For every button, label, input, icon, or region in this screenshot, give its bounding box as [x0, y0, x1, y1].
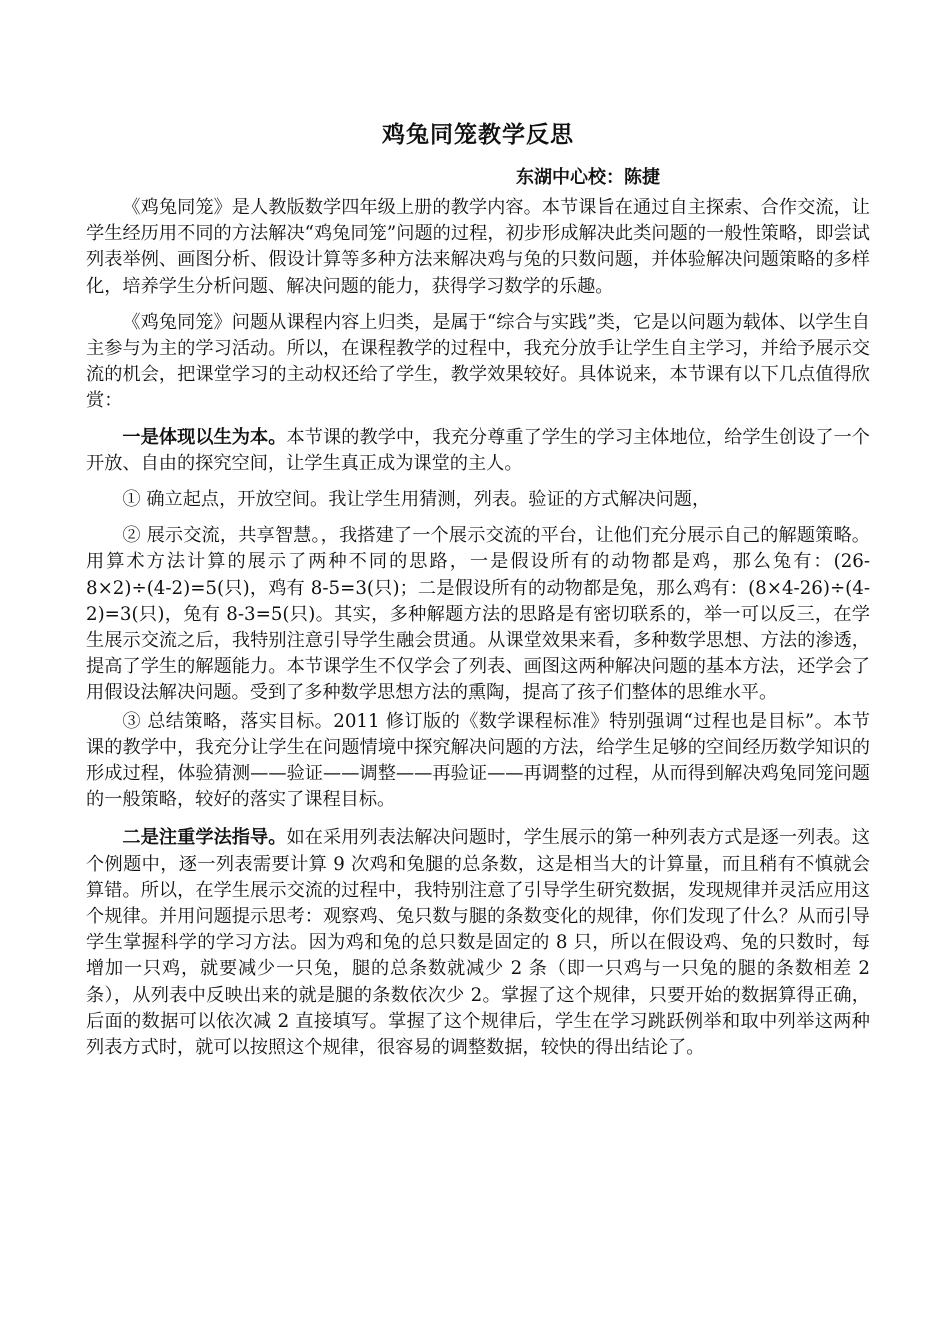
paragraph-point-one	[86, 425, 870, 477]
paragraph-text: ③ 总结策略，落实目标。2011 修订版的《数学课程标准》特别强调“过程也是目标”。本节课的教学中，我充分让学生在问题情境中探究解决问题的方法，给学生足够的空间经历数学知识的形成过程，体验猜测——验证——调整——再验证——再调整的过程，从而得到解决鸡兔同笼问题的一般策略，较好的落实了课程目标。	[86, 710, 870, 811]
paragraph-subpoint-2	[86, 523, 870, 706]
paragraph-lead: 二是注重学法指导。	[122, 827, 287, 849]
document-title: 鸡兔同笼教学反思	[382, 122, 574, 148]
paragraph-point-two	[86, 825, 870, 1061]
paragraph-text: 本节课的教学中，我充分尊重了学生的学习主体地位，给学生创设了一个开放、自由的探究空间，让学生真正成为课堂的主人。	[86, 426, 870, 474]
paragraph-subpoint-1	[86, 487, 870, 513]
paragraph-classification	[86, 310, 870, 415]
paragraph-text: ① 确立起点，开放空间。我让学生用猜测，列表。验证的方式解决问题，	[122, 489, 711, 511]
paragraph-subpoint-3	[86, 709, 870, 814]
paragraph-intro	[86, 195, 870, 300]
paragraph-text: 《鸡兔同笼》是人教版数学四年级上册的教学内容。本节课旨在通过自主探索、合作交流，让学生经历用不同的方法解决“鸡兔同笼”问题的过程，初步形成解决此类问题的一般性策略，即尝试列表举例、画图分析、假设计算等多种方法来解决鸡与兔的只数问题，并体验解决问题策略的多样化，培养学生分析问题、解决问题的能力，获得学习数学的乐趣。	[86, 197, 870, 297]
paragraph-text: 如在采用列表法解决问题时，学生展示的第一种列表方式是逐一列表。这个例题中，逐一列表需要计算 9 次鸡和兔腿的总条数，这是相当大的计算量，而且稍有不慎就会算错。所以，在学生展示交流的过程中，我特别注意了引导学生研究数据，发现规律并灵活应用这个规律。并用问题提示思考：观察鸡、兔只数与腿的条数变化的规律，你们发现了什么？从而引导学生掌握科学的学习方法。因为鸡和兔的总只数是固定的 8 只，所以在假设鸡、兔的只数时，每增加一只鸡，就要减少一只兔，腿的总条数就减少 2 条（即一只鸡与一只兔的腿的条数相差 2 条），从列表中反映出来的就是腿的条数依次少 2。掌握了这个规律，只要开始的数据算得正确，后面的数据可以依次减 2 直接填写。掌握了这个规律后，学生在学习跳跃例举和取中列举这两种列表方式时，就可以按照这个规律，很容易的调整数据，较快的得出结论了。	[86, 827, 870, 1059]
document-author: 东湖中心校：陈捷	[516, 167, 660, 188]
paragraph-text: 《鸡兔同笼》问题从课程内容上归类，是属于“综合与实践”类，它是以问题为载体、以学生自主参与为主的学习活动。所以，在课程教学的过程中，我充分放手让学生自主学习，并给予展示交流的机会，把课堂学习的主动权还给了学生，教学效果较好。具体说来，本节课有以下几点值得欣赏：	[86, 311, 870, 412]
paragraph-lead: 一是体现以生为本。	[122, 426, 287, 448]
paragraph-text: ② 展示交流，共享智慧。，我搭建了一个展示交流的平台，让他们充分展示自己的解题策略。用算术方法计算的展示了两种不同的思路，一是假设所有的动物都是鸡，那么兔有：(26-8×2)÷(4-2)=5(只)，鸡有 8-5=3(只)；二是假设所有的动物都是兔，那么鸡有：(8×4-26)÷(4-2)=3(只)，兔有 8-3=5(只)。其实，多种解题方法的思路是有密切联系的，举一可以反三，在学生展示交流之后，我特别注意引导学生融会贯通。从课堂效果来看，多种数学思想、方法的渗透，提高了学生的解题能力。本节课学生不仅学会了列表、画图这两种解决问题的基本方法，还学会了用假设法解决问题。受到了多种数学思想方法的熏陶，提高了孩子们整体的思维水平。	[86, 525, 870, 704]
document-page	[86, 105, 870, 1061]
